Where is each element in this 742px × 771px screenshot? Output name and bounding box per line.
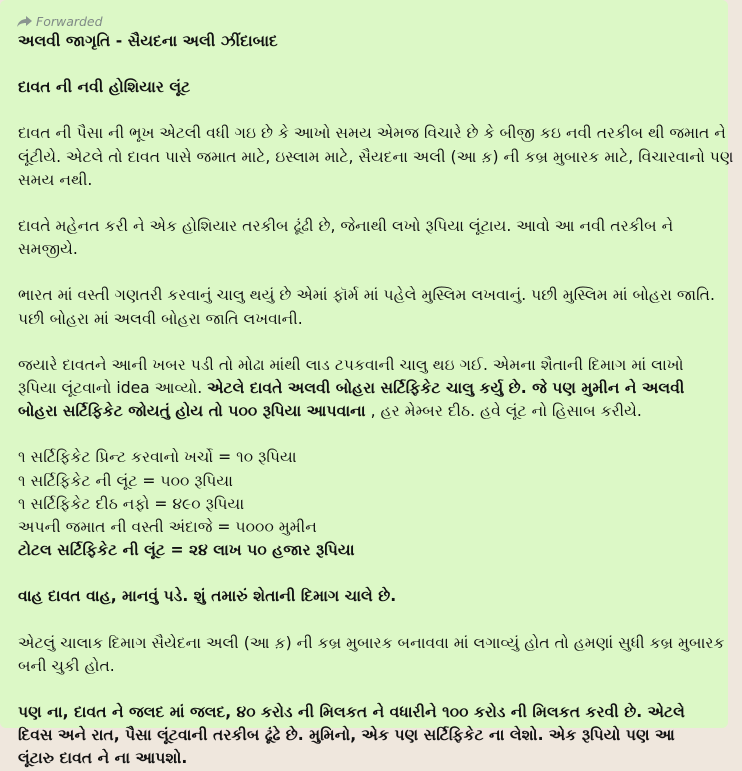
paragraph-line: ભારત માં વસ્તી ગણતરી કરવાનું ચાલુ થયું છે એમાં ફૉર્મ માં પહેલે મુસ્લિમ લખવાનું. પછી મુસ્લિમ માં બોહરા જાતિ.	[18, 286, 715, 305]
calc-total: ટોટલ સર્ટિફિકેટ ની લૂંટ = ૨૪ લાખ ૫૦ હજાર રૂપિયા	[18, 541, 355, 560]
forwarded-text: Forwarded	[36, 13, 103, 29]
paragraph-line	[18, 400, 728, 423]
normal-text: , હર મેમ્બર દીઠ. હવે લૂંટ નો હિસાબ કરીયે.	[365, 402, 642, 421]
paragraph-line: પછી બોહરા માં અલવી બોહરા જાતિ લખવાની.	[18, 309, 303, 328]
forwarded-label	[17, 12, 728, 30]
forward-arrow-icon	[17, 16, 32, 27]
paragraph-line: દાવત ની પૈસા ની ભૂખ એટલી વધી ગઇ છે કે આખો સમય એમજ વિચારે છે કે બીજી કઇ નવી તરકીબ થી જમાત ને	[18, 124, 726, 143]
calc-line: ૧ સર્ટિફિકેટ પ્રિન્ટ કરવાનો ખર્ચો = ૧૦ રૂપિયા	[18, 448, 297, 467]
paragraph-line: લૂંટારુ દાવત ને ના આપશો.	[18, 749, 188, 768]
calc-line: ૧ સર્ટિફિકેટ ની લૂંટ = ૫૦૦ રૂપિયા	[18, 471, 233, 490]
paragraph-line: સમય નથી.	[18, 170, 93, 189]
calc-line: ૧ સર્ટિફિકેટ દીઠ નફો = ૪૯૦ રૂપિયા	[18, 494, 245, 513]
paragraph-line: એટલું ચાલાક દિમાગ સૈયેદના અલી (આ ક઼) ની કબ્ર મુબારક બનાવવા માં લગાવ્યું હોત તો હમણાં સુધી કબ્ર મુબારક	[18, 633, 725, 652]
paragraph-line: લૂંટીયે. એટલે તો દાવત પાસે જમાત માટે, ઇસ્લામ માટે, સૈયદના અલી (આ ક઼) ની કબ્ર મુબારક માટે, વિચારવાનો પણ	[18, 147, 734, 166]
calc-line: અપની જમાત ની વસ્તી અંદાજે = ૫૦૦૦ મુમીન	[18, 518, 317, 537]
message-heading: દાવત ની નવી હોશિયાર લૂંટ	[18, 78, 191, 97]
message-title: અલવી જાગૃતિ - સૈયદના અલી ઝીંદાબાદ	[18, 32, 278, 50]
praise-line: વાહ દાવત વાહ, માનવું પડે. શું તમારું શેતાની દિમાગ ચાલે છે.	[18, 587, 397, 606]
paragraph-line	[18, 377, 728, 400]
normal-text: રૂપિયા લૂંટવાનો idea આવ્યો.	[18, 379, 208, 398]
bold-text: બોહરા સર્ટિફિકેટ જોયતું હોય તો ૫૦૦ રૂપિયા આપવાના	[18, 402, 366, 421]
paragraph-line: દાવતે મહેનત કરી ને એક હોશિયાર તરકીબ ઢૂંઢી છે, જેનાથી લખો રૂપિયા લૂંટાય. આવો આ નવી તરકીબ ને	[18, 217, 674, 236]
message-text	[18, 30, 734, 771]
paragraph-line: બની ચુકી હોત.	[18, 656, 115, 675]
paragraph-line: પણ ના, દાવત ને જલદ માં જલદ, ૪૦ કરોડ ની મિલકત ને વધારીને ૧૦૦ કરોડ ની મિલકત કરવી છે. એટલે	[18, 703, 685, 722]
paragraph-line: દિવસ અને રાત, પૈસા લૂંટવાની તરકીબ ઢૂંઢે છે. મુમિનો, એક પણ સર્ટિફિકેટ ના લેશો. એક રૂપિયો પણ આ	[18, 726, 675, 745]
paragraph-line: જયારે દાવતને આની ખબર પડી તો મોઢા માંથી લાડ ટપકવાની ચાલુ થઇ ગઈ. એમના શૈતાની દિમાગ માં લાખો	[18, 355, 684, 374]
paragraph-line: સમજીયે.	[18, 240, 78, 259]
bold-text: એટલે દાવતે અલવી બોહરા સર્ટિફિકેટ ચાલુ કર્યુ છે. જે પણ મુમીન ને અલવી	[207, 379, 685, 398]
